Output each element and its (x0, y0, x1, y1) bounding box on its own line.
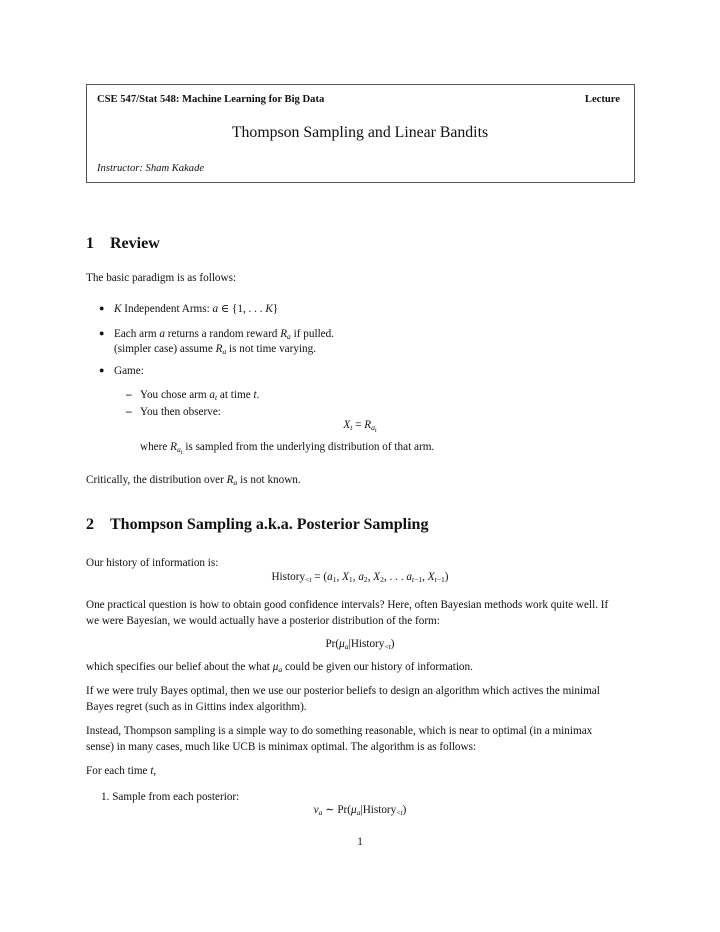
dash-icon: – (126, 389, 132, 401)
paragraph: For each time t, (86, 765, 157, 777)
list-item-text: (simpler case) assume (114, 343, 213, 355)
equation-observation: $X_t = R_{a_t}$ (343, 419, 377, 434)
equation-history: History$_{<t}$ = ($a_1$, $X_1$, $a_2$, $X_2$, . . . $a_{t-1}$, $X_{t-1}$) (271, 571, 449, 584)
list-item-text: returns a random reward (167, 328, 278, 340)
paragraph: where $R_{a_t}$ is sampled from the underlying distribution of that arm. (140, 441, 435, 456)
paragraph: The basic paradigm is as follows: (86, 272, 237, 284)
list-item: ● Each arm a returns a random reward $R_a$ if pulled. (99, 328, 335, 341)
list-item-text: You then observe: (140, 406, 221, 418)
list-item-continuation: (simpler case) assume $R_a$ is not time varying. (114, 343, 317, 356)
list-item-text: if pulled. (293, 328, 335, 340)
section-2-heading (86, 514, 428, 536)
list-item-text: . (256, 389, 260, 401)
equation-sample: $\nu_a$ ∼ $Pr(\mu_a|History_{<t})$ (313, 804, 407, 817)
instructor: Instructor: Sham Kakade (97, 163, 205, 174)
bullet-icon: ● (99, 365, 105, 375)
lecture-label: Lecture (584, 94, 620, 105)
section-title: Thompson Sampling a.k.a. Posterior Sampling (110, 516, 429, 533)
bullet-icon: ● (99, 328, 105, 338)
list-item-text: is not time varying. (229, 343, 317, 355)
text: which specifies our belief about the what (86, 661, 270, 673)
paragraph-line: One practical question is how to obtain good confidence intervals? Here, often Bayesian methods work quite well. If (86, 599, 609, 611)
text: is sampled from the underlying distribution of that arm. (185, 441, 435, 453)
paragraph-line: Bayes regret (such as in Gittins index algorithm). (86, 701, 307, 713)
section-number: 2 (86, 516, 94, 533)
text: Critically, the distribution over (86, 474, 224, 486)
text: could be given our history of information. (284, 661, 473, 673)
list-item-text: at time (219, 389, 251, 401)
paragraph-line: sense) in many cases, much like UCB is minimax optimal. The algorithm is as follows: (86, 741, 477, 753)
paragraph: Critically, the distribution over $R_a$ is not known. (86, 474, 301, 487)
section-title: Review (110, 235, 160, 252)
paragraph-line: If we were truly Bayes optimal, then we use our posterior beliefs to design an algorithm which actives the minimal (86, 685, 600, 697)
list-item-text: Independent Arms: (124, 303, 210, 315)
text: , (153, 765, 157, 777)
sub-list-item: – You chose arm $a_t$ at time t. (126, 389, 260, 402)
text: History (362, 804, 397, 816)
page-number: 1 (357, 836, 363, 848)
bullet-icon: ● (99, 303, 105, 313)
section-1-heading (86, 233, 160, 255)
text: is not known. (240, 474, 301, 486)
item-text: Sample from each posterior: (112, 791, 240, 803)
list-item-text: Game: (114, 365, 144, 377)
text: where (140, 441, 168, 453)
list-item-text: You chose arm (140, 389, 207, 401)
paragraph-line: we were Bayesian, we would actually have a posterior distribution of the form: (86, 615, 440, 627)
dash-icon: – (126, 406, 132, 418)
paragraph: which specifies our belief about the what $\mu_a$ could be given our history of information. (86, 661, 473, 674)
section-number: 1 (86, 235, 94, 252)
item-number: 1. (101, 791, 110, 803)
text: History (271, 571, 306, 583)
list-item: ● K Independent Arms: a ∈ {1, . . . K} (99, 303, 279, 315)
course-title: CSE 547/Stat 548: Machine Learning for Big Data (97, 94, 325, 105)
text: For each time (86, 765, 148, 777)
paragraph-line: Instead, Thompson sampling is a simple way to do something reasonable, which is near to optimal (in a minimax (86, 725, 593, 737)
equation-posterior: $Pr(\mu_a|History_{<t})$ (325, 638, 395, 651)
list-item (99, 364, 144, 379)
list-item-text: Each arm (114, 328, 157, 340)
paragraph: Our history of information is: (86, 557, 219, 569)
document-title: Thompson Sampling and Linear Bandits (231, 124, 489, 141)
text: History (350, 638, 385, 650)
